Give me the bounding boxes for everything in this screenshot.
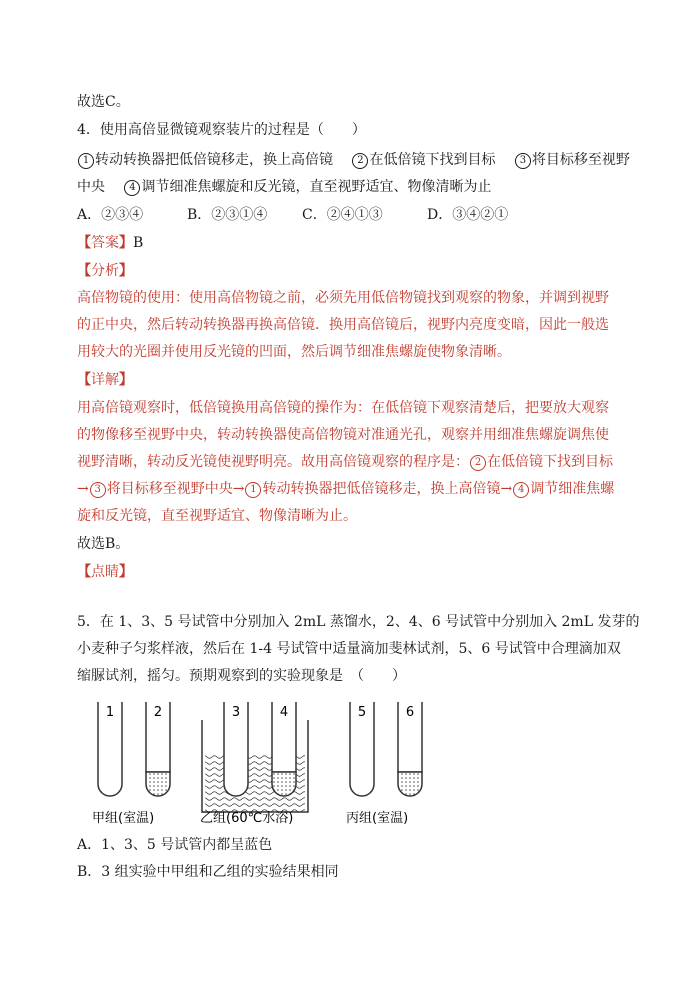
step-text: 调节细准焦螺旋和反光镜，直至视野适宜、物像清晰为止: [141, 179, 492, 195]
analysis-label: 分析: [91, 263, 119, 279]
q5-stem: 小麦种子匀浆样液，然后在 1-4 号试管中适量滴加斐林试剂，5、6 号试管中合理滴加双: [77, 641, 621, 657]
tube-label: 5: [357, 705, 367, 720]
section-bracket-left: 【: [77, 564, 91, 580]
test-tube-figure: [92, 700, 452, 828]
tube-label: 4: [279, 705, 289, 720]
option-d: D．③④②①: [427, 207, 509, 223]
detail-fragment: 转动转换器把低倍镜移走，换上高倍镜→: [262, 481, 513, 497]
detail-fragment: 将目标移至视野中央→: [106, 481, 245, 497]
analysis-text: 的正中央，然后转动转换器再换高倍镜．换用高倍镜后，视野内亮度变暗，因此一般选: [77, 317, 609, 333]
detail-fragment: →: [77, 481, 89, 497]
detail-text: 的物像移至视野中央，转动转换器使高倍物镜对准通光孔，观察并用细准焦螺旋调焦使: [77, 427, 609, 443]
tube-1: [98, 702, 122, 796]
step-number: 3: [515, 153, 531, 169]
q4-steps-line1: [77, 150, 630, 170]
step-text: 转动转换器把低倍镜移走，换上高倍镜: [95, 152, 333, 168]
prev-conclusion: 故选C。: [77, 94, 130, 110]
section-bracket-left: 【: [77, 235, 91, 251]
detail-fragment: 视野清晰，转动反光镜使视野明亮。故用高倍镜观察的程序是：: [77, 454, 469, 470]
tube-3: [224, 702, 248, 796]
step-number: 4: [513, 482, 529, 498]
tube-label: 6: [405, 705, 415, 720]
tube-6: [398, 702, 422, 796]
answer-value: B: [133, 235, 144, 251]
tube-label: 1: [105, 705, 115, 720]
step-number: 2: [470, 455, 486, 471]
detail-text: [77, 452, 613, 472]
group-label: 乙组(60℃水浴): [200, 811, 294, 826]
tube-label: 3: [231, 705, 241, 720]
tube-label: 2: [153, 705, 163, 720]
detail-text: [77, 479, 614, 499]
detail-fragment: 调节细准焦螺: [530, 481, 615, 497]
option-a: A．②③④: [77, 207, 144, 223]
q5-stem: 5．在 1、3、5 号试管中分别加入 2mL 蒸馏水，2、4、6 号试管中分别加入 2mL 发芽的: [77, 614, 640, 630]
section-bracket-right: 】: [119, 263, 133, 279]
step-number: 4: [124, 180, 140, 196]
step-text: 将目标移至视野: [531, 152, 630, 168]
detail-text: 用高倍镜观察时，低倍镜换用高倍镜的操作为：在低倍镜下观察清楚后，把要放大观察: [77, 400, 609, 416]
q5-option-b: B．3 组实验中甲组和乙组的实验结果相同: [77, 864, 339, 880]
step-text: 在低倍镜下找到目标: [369, 152, 496, 168]
section-bracket-right: 】: [119, 372, 133, 388]
answer-line: [77, 233, 143, 253]
q4-steps-line2: [77, 177, 491, 197]
tube-5: [350, 702, 374, 796]
detail-label: 详解: [91, 372, 119, 388]
q5-option-a: A．1、3、5 号试管内都呈蓝色: [77, 837, 273, 853]
analysis-heading: [77, 261, 133, 281]
analysis-text: 高倍物镜的使用：使用高倍物镜之前，必须先用低倍物镜找到观察的物象，并调到视野: [77, 290, 609, 306]
section-bracket-left: 【: [77, 372, 91, 388]
detail-heading: [77, 370, 133, 390]
tube-4: [272, 702, 296, 796]
q4-stem: 4．使用高倍显微镜观察装片的过程是（ ）: [77, 122, 366, 138]
group-label: 丙组(室温): [346, 811, 409, 826]
section-bracket-left: 【: [77, 263, 91, 279]
analysis-text: 用较大的光圈并使用反光镜的凹面，然后调节细准焦螺旋使物象清晰。: [77, 344, 511, 360]
detail-text: 旋和反光镜，直至视野适宜、物像清晰为止。: [77, 508, 357, 524]
answer-label: 答案: [91, 235, 119, 251]
detail-conclusion: 故选B。: [77, 536, 130, 552]
detail-fragment: 在低倍镜下找到目标: [487, 454, 613, 470]
step-text: 中央: [77, 179, 105, 195]
step-number: 1: [245, 482, 261, 498]
q4-options: [77, 205, 508, 225]
tube-2: [146, 702, 170, 796]
section-bracket-right: 】: [119, 564, 133, 580]
group-label: 甲组(室温): [92, 811, 155, 826]
q5-stem: 缩脲试剂，摇匀。预期观察到的实验现象是 （ ）: [77, 668, 406, 684]
comment-label: 点睛: [91, 564, 119, 580]
step-number: 1: [78, 153, 94, 169]
comment-heading: [77, 562, 133, 582]
option-b: B．②③①④: [187, 207, 268, 223]
step-number: 2: [352, 153, 368, 169]
option-c: C．②④①③: [302, 207, 383, 223]
step-number: 3: [90, 482, 106, 498]
section-bracket-right: 】: [119, 235, 133, 251]
